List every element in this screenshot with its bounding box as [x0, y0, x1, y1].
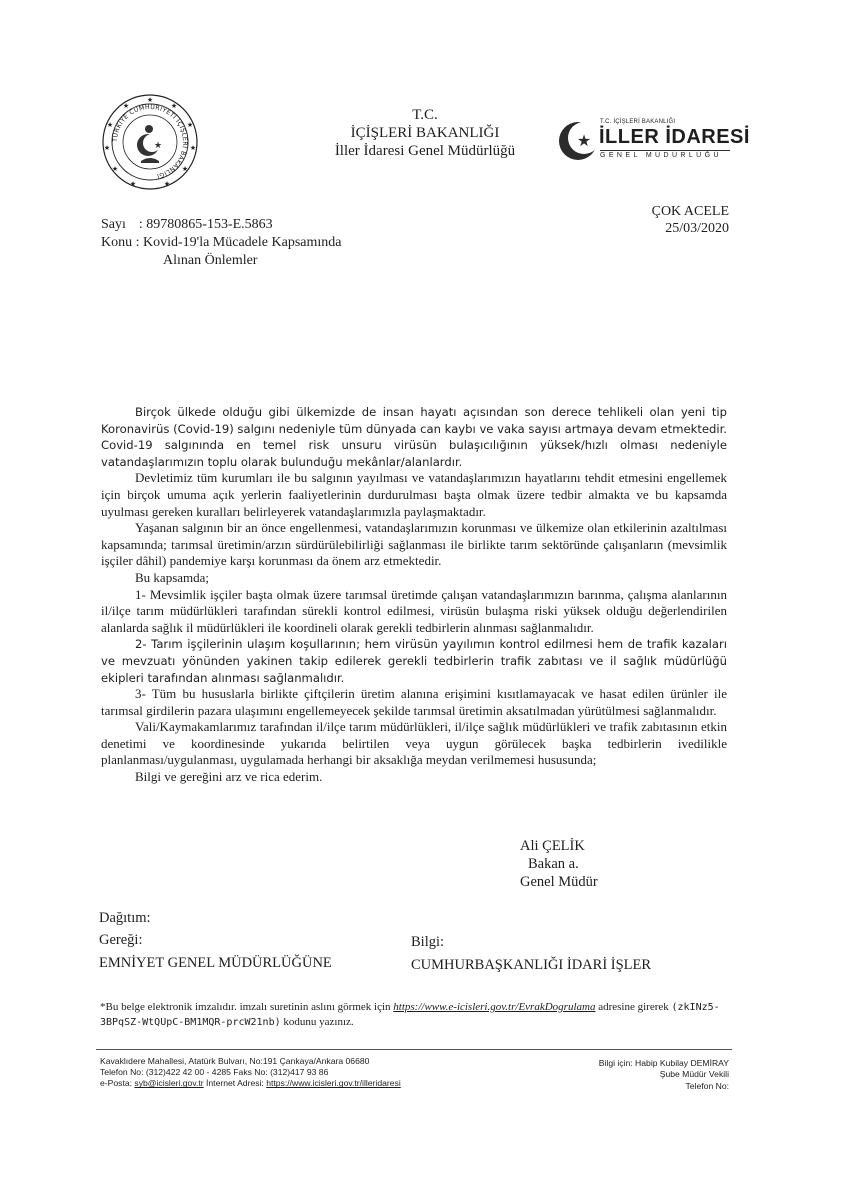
- svg-text:★: ★: [106, 121, 114, 129]
- contact-line: [100, 1078, 401, 1089]
- web-link[interactable]: https://www.icisleri.gov.tr/illeridaresi: [266, 1078, 401, 1089]
- footnote-text-3: kodunu yazınız.: [283, 1016, 354, 1028]
- email-link[interactable]: syb@icisleri.gov.tr: [134, 1078, 204, 1089]
- svg-text:★: ★: [146, 96, 154, 104]
- header-directorate: İller İdaresi Genel Müdürlüğü: [334, 143, 516, 159]
- paragraph-5: 1- Mevsimlik işçiler başta olmak üzere tarımsal üretimde çalışan vatandaşlarımızın barınma, çalışma alanlarının il/ilçe tarım müdürlükleri tarafından sürekli kontrol edilmesi, virüsün bulaşma riski yüksek olduğu değerlendirilen alanlarda sağlık il müdürlükleri ile koordineli olarak gerekli tedbirlerin alınması sağlanmalıdır.: [101, 586, 727, 635]
- gereği-recipient: EMNİYET GENEL MÜDÜRLÜĞÜNE: [99, 955, 332, 971]
- footnote-text-2: adresine girerek: [598, 1001, 669, 1013]
- reference-number: [101, 215, 273, 234]
- urgency-label: ÇOK ACELE: [651, 204, 729, 219]
- distribution-label: Dağıtım:: [99, 910, 151, 926]
- verification-code: (zkINz5-3BPqSZ-WtQUpC-BM1MQR-prcW21nb): [100, 1002, 720, 1028]
- web-label: İnternet Adresi:: [206, 1078, 264, 1089]
- svg-text:★: ★: [181, 165, 189, 173]
- sayi-label: Sayı: [101, 217, 126, 232]
- svg-text:★: ★: [153, 140, 163, 150]
- seal-ring-text: TÜRKİYE CUMHURİYETİ İÇİŞLERİ BAKANLIĞI: [111, 103, 189, 180]
- signatory-title-2: Genel Müdür: [520, 874, 598, 890]
- footer-address: [100, 1056, 401, 1090]
- paragraph-3: Yaşanan salgının bir an önce engellenmesi, vatandaşlarımızın korunması ve ülkemize olan etkilerinin azaltılması kapsamında; tarımsal üretimin/arzın sürdürülebilirliği sağlanması ile birlikte tarım sektöründe çalışanların (mevsimlik işçiler dâhil) pandemiye karşı korunması da önem arz etmektedir.: [101, 520, 727, 569]
- logo-divider: [600, 150, 730, 151]
- footnote-text-1: *Bu belge elektronik imzalıdır. imzalı suretinin aslını görmek için: [100, 1001, 391, 1013]
- svg-text:★: ★: [111, 165, 119, 173]
- document-date: 25/03/2020: [665, 221, 729, 236]
- e-signature-note: [100, 1000, 740, 1030]
- svg-text:★: ★: [186, 121, 194, 129]
- letterhead: [300, 106, 550, 160]
- paragraph-2: Devletimiz tüm kurumları ile bu salgının yayılması ve vatandaşlarımızın hayatlarını tehdit etmesini engellemek için birçok umuma açık yerlerin faaliyetlerinin durdurulması başta olmak üzere tedbir almakta ve bu kapsamda uyulması gereken kuralları belirleyerek vatandaşlarımızla paylaşmaktadır.: [101, 470, 727, 519]
- signatory-title-1: Bakan a.: [528, 856, 579, 872]
- signatory-name: Ali ÇELİK: [520, 838, 585, 854]
- letter-body: [101, 404, 727, 786]
- subject-continued: Alınan Önlemler: [163, 253, 258, 268]
- info-contact-name: Bilgi için: Habip Kubilay DEMİRAY: [598, 1058, 729, 1068]
- paragraph-4: Bu kapsamda;: [135, 569, 210, 585]
- logo-small-text: T.C. İÇİŞLERİ BAKANLIĞI: [600, 119, 676, 125]
- sayi-value: : 89780865-153-E.5863: [138, 217, 273, 232]
- svg-text:★: ★: [129, 180, 137, 188]
- konu-label: Konu: [101, 235, 133, 250]
- info-contact-phone: Telefon No:: [685, 1080, 729, 1091]
- footer-divider: [96, 1049, 732, 1050]
- subject: [101, 233, 341, 252]
- svg-text:★: ★: [103, 144, 111, 152]
- paragraph-1: Birçok ülkede olduğu gibi ülkemizde de insan hayatı açısından son derece tehlikeli olan yeni tip Koronavirüs (Covid-19) salgını nedeniyle tüm dünyada can kaybı ve vaka sayısı artmaya devam etmektedir. Covid-19 salgınında en temel risk unsuru virüsün bulaşıcılığının yüksek/hızlı olması nedeniyle vatandaşlarımızın toplu olarak bulunduğu mekânlar/alanlardır.: [101, 405, 727, 469]
- svg-text:★: ★: [189, 144, 197, 152]
- bilgi-recipient: CUMHURBAŞKANLIĞI İDARİ İŞLER: [411, 957, 652, 973]
- bilgi-label: Bilgi:: [411, 934, 445, 950]
- signature-block: [520, 837, 660, 891]
- ministry-seal: [101, 93, 199, 191]
- paragraph-9: Bilgi ve gereğini arz ve rica ederim.: [135, 769, 323, 785]
- header-ministry: İÇİŞLERİ BAKANLIĞI: [350, 125, 500, 141]
- paragraph-6: 2- Tarım işçilerinin ulaşım koşullarının; hem virüsün yayılımın kontrol edilmesi hem de trafik kazaları ve mevzuatı yönünden yakinen takip edilerek gerekli tedbirlerin trafik zabıtası ve il sağlık müdürlüğü ekipleri tarafından alınması sağlanmalıdır.: [101, 637, 727, 685]
- svg-text:★: ★: [122, 102, 130, 110]
- header-tc: T.C.: [412, 107, 438, 123]
- verification-link[interactable]: https://www.e-icisleri.gov.tr/EvrakDogrulama: [393, 1001, 596, 1013]
- logo-subtitle: GENEL MÜDÜRLÜĞÜ: [600, 152, 722, 159]
- svg-text:★: ★: [163, 180, 171, 188]
- konu-value: : Kovid-19'la Mücadele Kapsamında: [135, 235, 342, 250]
- svg-text:★: ★: [576, 133, 592, 150]
- phone-line: Telefon No: (312)422 42 00 - 4285 Faks No: (312)417 93 86: [100, 1067, 329, 1078]
- logo-title: İLLER İDARESİ: [599, 126, 750, 148]
- urgency-block: [652, 203, 729, 237]
- paragraph-8: Vali/Kaymakamlarımız tarafından il/ilçe tarım müdürlükleri, il/ilçe sağlık müdürlükleri ve trafik zabıtasının etkin denetimi ve koordinesinde yukarıda belirtilen veya uygun görülecek başka tedbirlerin ivedilikle planlanması/uygulanması, uygulamada herhangi bir aksaklığa meydan verilmemesi hususunda;: [101, 719, 727, 768]
- contact-person: [599, 1058, 729, 1092]
- gereği-label: Gereği:: [99, 932, 143, 948]
- email-label: e-Posta:: [100, 1078, 133, 1089]
- info-contact-title: Şube Müdür Vekili: [659, 1069, 729, 1080]
- svg-text:★: ★: [170, 102, 178, 110]
- address-line: Kavaklıdere Mahallesi, Atatürk Bulvarı, No:191 Çankaya/Ankara 06680: [100, 1056, 370, 1066]
- iller-idaresi-logo: [556, 117, 750, 165]
- paragraph-7: 3- Tüm bu hususlarla birlikte çiftçilerin üretim alanına erişimini kısıtlamayacak ve hasat edilen ürünler ile tarımsal girdilerin pazara ulaşımını engellemeyecek şekilde tarımsal üretimin aksatılmadan yürütülmesi sağlanmalıdır.: [101, 686, 727, 718]
